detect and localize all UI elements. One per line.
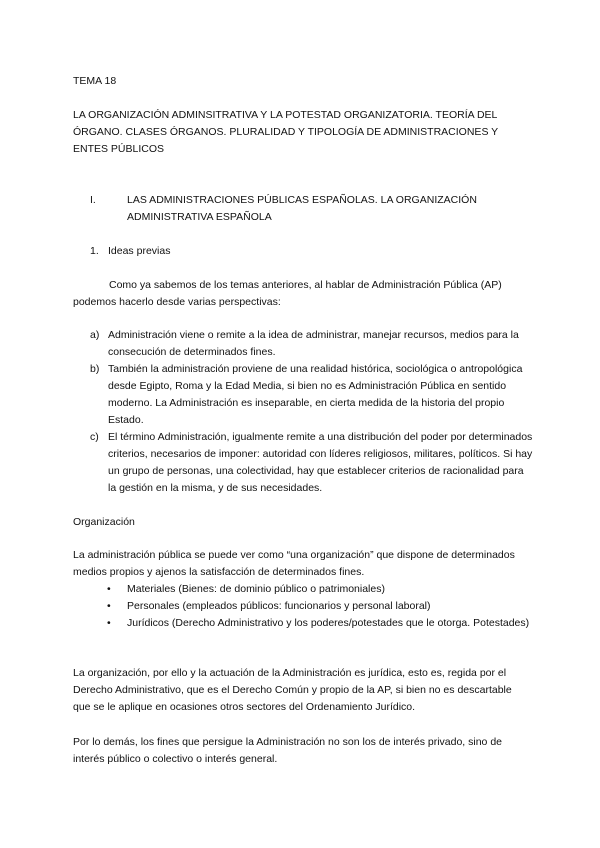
bullet-item xyxy=(73,598,533,615)
bullet-icon: • xyxy=(107,600,111,612)
section-title: LAS ADMINISTRACIONES PÚBLICAS ESPAÑOLAS. LA ORGANIZACIÓN ADMINISTRATIVA ESPAÑOLA xyxy=(127,194,477,223)
paragraph-fines: Por lo demás, los fines que persigue la Administración no son los de interés privado, sino de interés público o colectivo o interés general. xyxy=(73,736,502,765)
list-item xyxy=(73,429,533,497)
list-marker: b) xyxy=(90,363,100,375)
list-item-text: El término Administración, igualmente remite a una distribución del poder por determinados criterios, necesarios de imponer: autoridad con líderes religiosos, militares, políticos. Si hay un grupo de personas, una colectividad, hay que establecer criterios de racionalidad para la gestión en la misma, y de sus necesidades. xyxy=(108,431,533,494)
bullet-item xyxy=(73,615,533,632)
paragraph-juridica: La organización, por ello y la actuación de la Administración es jurídica, esto es, regida por el Derecho Administrativo, que es el Derecho Común y propio de la AP, si bien no es descartable que se le aplique en ocasiones otros sectores del Ordenamiento Jurídico. xyxy=(73,667,512,713)
list-marker: c) xyxy=(90,431,99,443)
means-list xyxy=(73,581,533,632)
subsection-title: Ideas previas xyxy=(108,245,171,257)
perspectives-list xyxy=(73,327,533,497)
list-item xyxy=(73,361,533,429)
bullet-item-text: Materiales (Bienes: de dominio público o patrimoniales) xyxy=(127,583,385,595)
list-item-text: También la administración proviene de una realidad histórica, sociológica o antropológica desde Egipto, Roma y la Edad Media, si bien no es Administración Pública en sentido moderno. La Administración es inseparable, en cierta medida de la historia del propio Estado. xyxy=(108,363,523,426)
list-marker: a) xyxy=(90,329,100,341)
bullet-item-text: Jurídicos (Derecho Administrativo y los poderes/potestades que le otorga. Potestades) xyxy=(127,617,530,629)
list-item-text: Administración viene o remite a la idea de administrar, manejar recursos, medios para la consecución de determinados fines. xyxy=(108,329,519,358)
document-title: LA ORGANIZACIÓN ADMINSITRATIVA Y LA POTESTAD ORGANIZATORIA. TEORÍA DEL ÓRGANO. CLASES ÓRGANOS. PLURALIDAD Y TIPOLOGÍA DE ADMINISTRACIONES Y ENTES PÚBLICOS xyxy=(73,109,498,155)
bullet-item-text: Personales (empleados públicos: funcionarios y personal laboral) xyxy=(127,600,431,612)
section-marker: I. xyxy=(90,194,96,206)
bullet-item xyxy=(73,581,533,598)
subsection-marker: 1. xyxy=(90,245,99,257)
bullet-icon: • xyxy=(107,583,111,595)
list-item xyxy=(73,327,533,361)
tema-label: TEMA 18 xyxy=(73,75,117,87)
organizacion-heading: Organización xyxy=(73,516,135,528)
organizacion-intro: La administración pública se puede ver como “una organización” que dispone de determinados medios propios y ajenos la satisfacción de determinados fines. xyxy=(73,549,515,578)
intro-paragraph: Como ya sabemos de los temas anteriores, al hablar de Administración Pública (AP) podemos hacerlo desde varias perspectivas: xyxy=(73,279,502,308)
bullet-icon: • xyxy=(107,617,111,629)
